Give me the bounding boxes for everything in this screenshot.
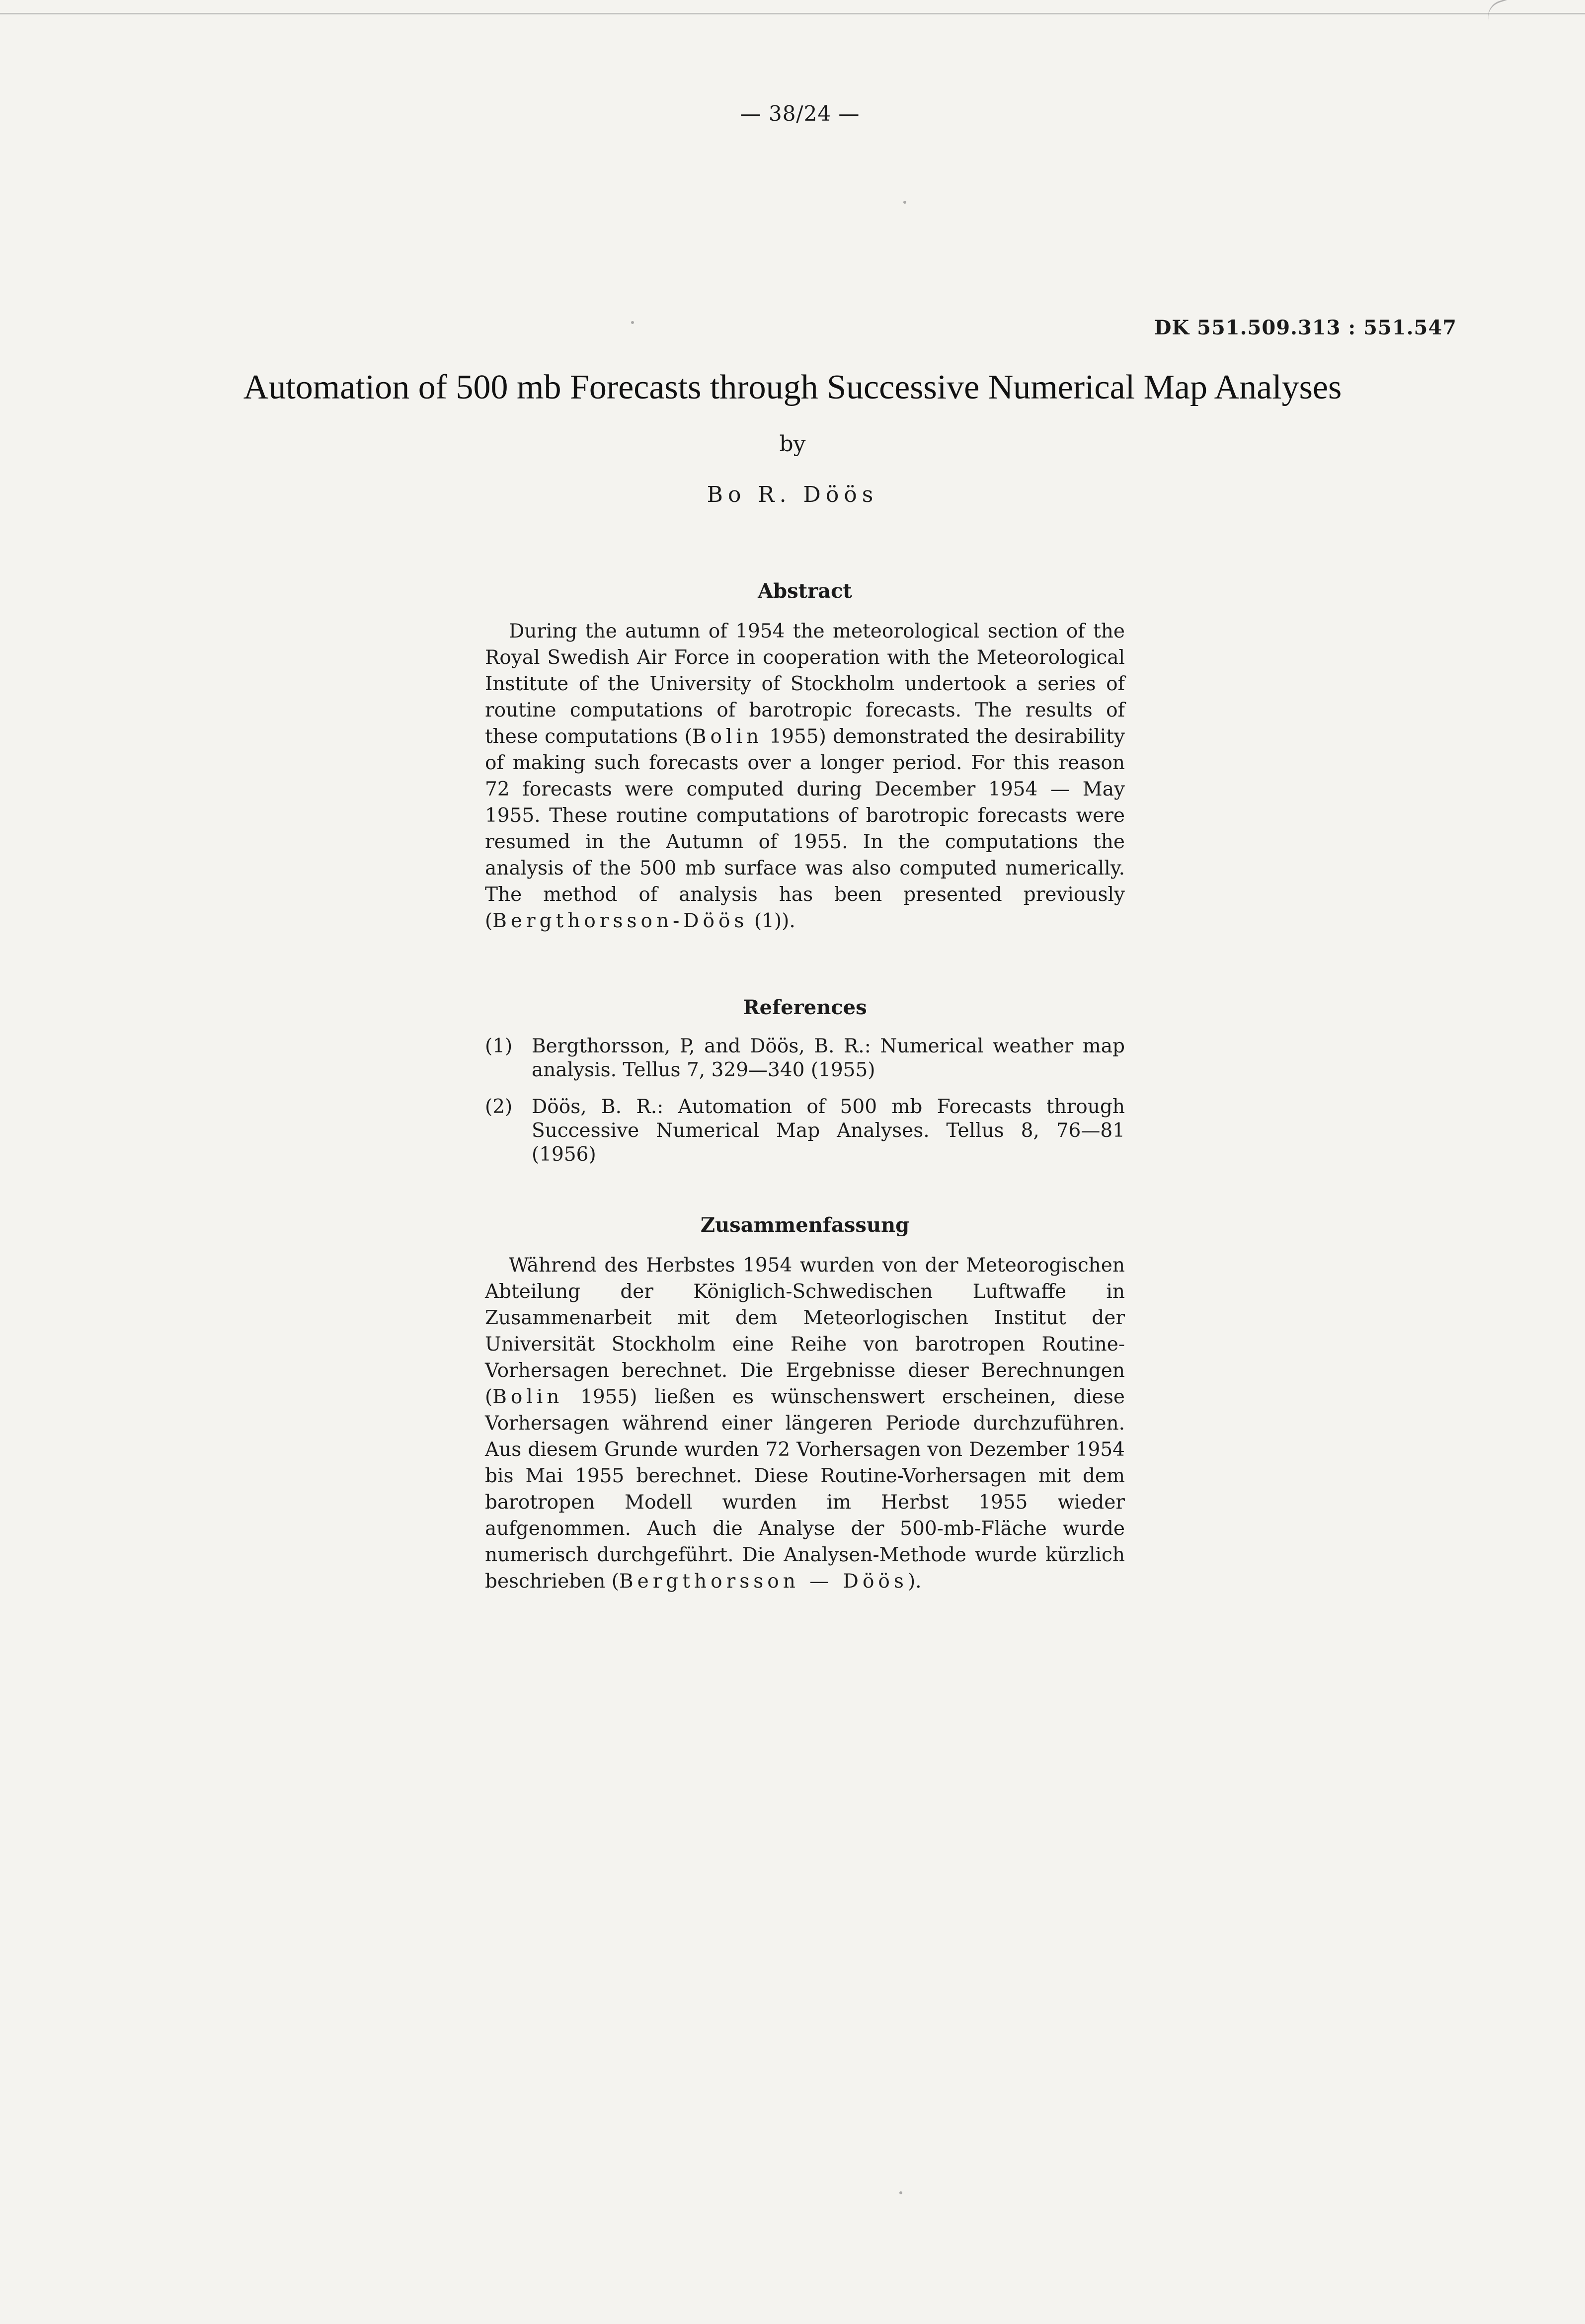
page-number: — 38/24 —: [740, 101, 860, 126]
abstract-heading: Abstract: [758, 579, 852, 603]
citation-bolin: Bolin: [492, 1386, 563, 1408]
reference-text: Döös, B. R.: Automation of 500 mb Forecasts through Successive Numerical Map Analyses. Tellus 8, 76—81 (1956): [532, 1096, 1125, 1166]
scan-speck: [899, 2191, 902, 2194]
page-edge-line: [0, 13, 1585, 14]
citation-bergthorsson-doos: Bergthorsson-Döös: [492, 910, 748, 932]
scan-speck: [631, 321, 634, 324]
corner-scan-mark: [1484, 0, 1517, 21]
reference-item: [485, 1095, 1125, 1167]
reference-text: Bergthorsson, P, and Döös, B. R.: Numerical weather map analysis. Tellus 7, 329—340 (1955): [532, 1035, 1125, 1081]
zusammenfassung-text: Während des Herbstes 1954 wurden von der Meteorogischen Abteilung der Königlich-Schwedischen Luftwaffe in Zusammenarbeit mit dem Meteorlogischen Institut der Universität Stockholm eine Reihe von barotropen Routine-Vorhersagen berechnet. Die Ergebnisse dieser Berechnungen (Bolin 1955) ließen es wünschenswert erscheinen, diese Vorhersagen während einer längeren Periode durchzuführen. Aus diesem Grunde wurden 72 Vorhersagen von Dezember 1954 bis Mai 1955 berechnet. Diese Routine-Vorhersagen mit dem barotropen Modell wurden im Herbst 1955 wieder aufgenommen. Auch die Analyse der 500-mb-Fläche wurde numerisch durchgeführt. Die Analysen-Methode wurde kürzlich beschrieben (Bergthorsson — Döös).: [485, 1254, 1125, 1593]
reference-item: [485, 1035, 1125, 1082]
paper-title: Automation of 500 mb Forecasts through Successive Numerical Map Analyses: [243, 368, 1342, 406]
zusammenfassung-heading: Zusammenfassung: [700, 1213, 910, 1237]
udc-classification: DK 551.509.313 : 551.547: [1154, 316, 1457, 339]
citation-bergthorsson-doos: Bergthorsson — Döös: [619, 1570, 908, 1593]
byline: by: [779, 431, 806, 457]
scan-speck: [903, 201, 906, 204]
author-name: Bo R. Döös: [707, 482, 878, 507]
reference-number: (1): [485, 1035, 513, 1057]
reference-number: (2): [485, 1096, 513, 1118]
citation-bolin: Bolin: [692, 725, 763, 748]
references-heading: References: [743, 996, 867, 1019]
references-list: [485, 1035, 1125, 1180]
abstract-text: During the autumn of 1954 the meteorological section of the Royal Swedish Air Force in cooperation with the Meteorological Institute of the University of Stockholm undertook a series of routine computations of barotropic forecasts. The results of these computations (Bolin 1955) demonstrated the desirability of making such forecasts over a longer period. For this reason 72 forecasts were computed during December 1954 — May 1955. These routine computations of barotropic forecasts were resumed in the Autumn of 1955. In the computations the analysis of the 500 mb surface was also computed numerically. The method of analysis has been presented previously (Bergthorsson-Döös (1)).: [485, 620, 1125, 932]
